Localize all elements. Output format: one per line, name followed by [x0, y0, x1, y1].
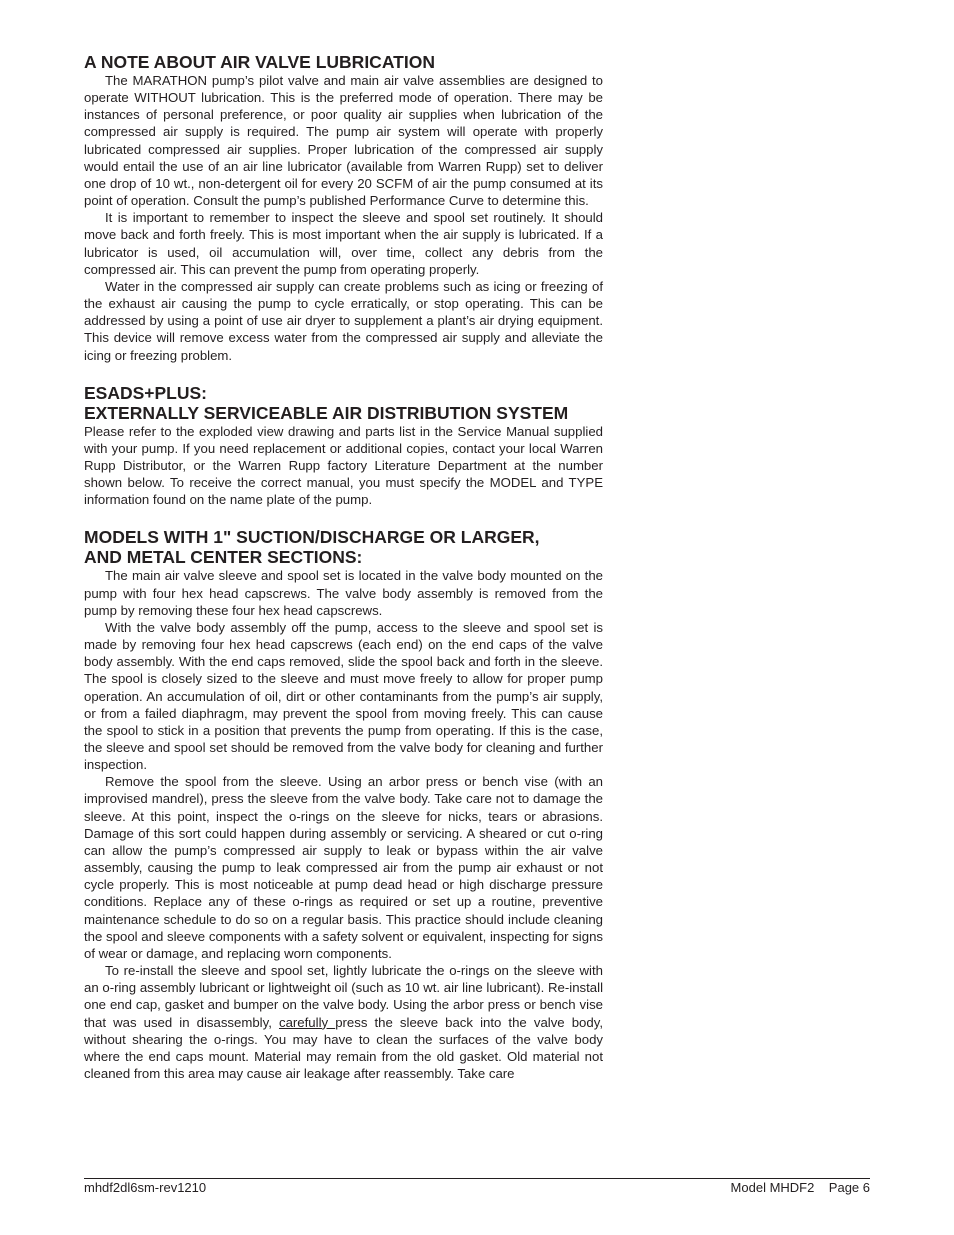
- paragraph: The MARATHON pump’s pilot valve and main air valve assemblies are designed to operate WITHOUT lubrication. This is the preferred mode of operation. There may be instances of personal preference, or poor quality air supplies when lubrication of the compressed air supply is required. The pump air system will operate with properly lubricated compressed air supplies. Proper lubrication of the compressed air supply would entail the use of an air line lubricator (available from Warren Rupp) set to deliver one drop of 10 wt., non-detergent oil for every 20 SCFM of air the pump consumed at its point of operation. Consult the pump’s published Performance Curve to determine this.: [84, 73, 603, 209]
- text-column: [84, 52, 603, 1082]
- section-air-valve-lubrication: [84, 52, 603, 364]
- heading-models-1-inch: MODELS WITH 1" SUCTION/DISCHARGE OR LARGER, AND METAL CENTER SECTIONS:: [84, 527, 540, 568]
- heading-esads-plus: ESADS+PLUS: EXTERNALLY SERVICEABLE AIR DISTRIBUTION SYSTEM: [84, 382, 569, 423]
- section-esads-plus: [84, 383, 603, 509]
- section-models-1-inch: [84, 527, 603, 1082]
- paragraph: It is important to remember to inspect the sleeve and spool set routinely. It should move back and forth freely. This is most important when the air supply is lubricated. If a lubricator is used, oil accumulation will, over time, collect any debris from the compressed air. This can prevent the pump from operating properly.: [84, 210, 603, 277]
- footer-document-code: mhdf2dl6sm-rev1210: [84, 1180, 207, 1195]
- paragraph: Remove the spool from the sleeve. Using an arbor press or bench vise (with an improvised mandrel), press the sleeve from the valve body. Take care not to damage the sleeve. At this point, inspect the o-rings on the sleeve for nicks, tears or abrasions. Damage of this sort could happen during assembly or servicing. A sheared or cut o-ring can allow the pump’s compressed air supply to leak or bypass within the air valve assembly, causing the pump to leak compressed air from the pump air exhaust or not cycle properly. This is most noticeable at pump dead head or high discharge pressure conditions. Replace any of these o-rings as required or set up a routine, preventive maintenance schedule to do so on a regular basis. This practice should include cleaning the spool and sleeve components with a safety solvent or equivalent, inspecting for signs of wear or damage, and replacing worn components.: [84, 774, 603, 961]
- paragraph: Water in the compressed air supply can create problems such as icing or freezing of the exhaust air causing the pump to cycle erratically, or stop operating. This can be addressed by using a point of use air dryer to supplement a plant’s air drying equipment. This device will remove excess water from the compressed air supply and alleviate the icing or freezing problem.: [84, 278, 603, 363]
- paragraph: The main air valve sleeve and spool set is located in the valve body mounted on the pump with four hex head capscrews. The valve body assembly is removed from the pump by removing these four hex head capscrews.: [84, 568, 603, 618]
- paragraph: With the valve body assembly off the pump, access to the sleeve and spool set is made by removing four hex head capscrews (each end) on the end caps of the valve body assembly. With the end caps removed, slide the spool back and forth in the sleeve. The spool is closely sized to the sleeve and must move freely to allow for proper pump operation. An accumulation of oil, dirt or other contaminants from the pump’s air supply, or from a failed diaphragm, may prevent the spool from moving freely. This can cause the spool to stick in a position that prevents the pump from operating. If this is the case, the sleeve and spool set should be removed from the valve body for cleaning and further inspection.: [84, 619, 603, 773]
- paragraph-reinstall: To re-install the sleeve and spool set, lightly lubricate the o-rings on the sleeve with an o-ring assembly lubricant or lightweight oil (such as 10 wt. air line lubricant). Re-install one end cap, gasket and bumper on the valve body. Using the arbor press or bench vise that was used in disassembly, carefully press the sleeve back into the valve body, without shearing the o-rings. You may have to clean the surfaces of the valve body where the end caps mount. Material may remain from the old gasket. Old material not cleaned from this area may cause air leakage after reassembly. Take care: [84, 963, 603, 1081]
- underlined-word: carefully: [278, 1014, 336, 1030]
- heading-air-valve-lubrication: A NOTE ABOUT AIR VALVE LUBRICATION: [84, 52, 435, 72]
- paragraph: Please refer to the exploded view drawing and parts list in the Service Manual supplied with your pump. If you need replacement or additional copies, contact your local Warren Rupp Distributor, or the Warren Rupp factory Literature Department at the number shown below. To receive the correct manual, you must specify the MODEL and TYPE information found on the name plate of the pump.: [84, 423, 603, 508]
- footer-page-label: Model MHDF2 Page 6: [730, 1180, 870, 1195]
- footer-rule: [84, 1178, 870, 1179]
